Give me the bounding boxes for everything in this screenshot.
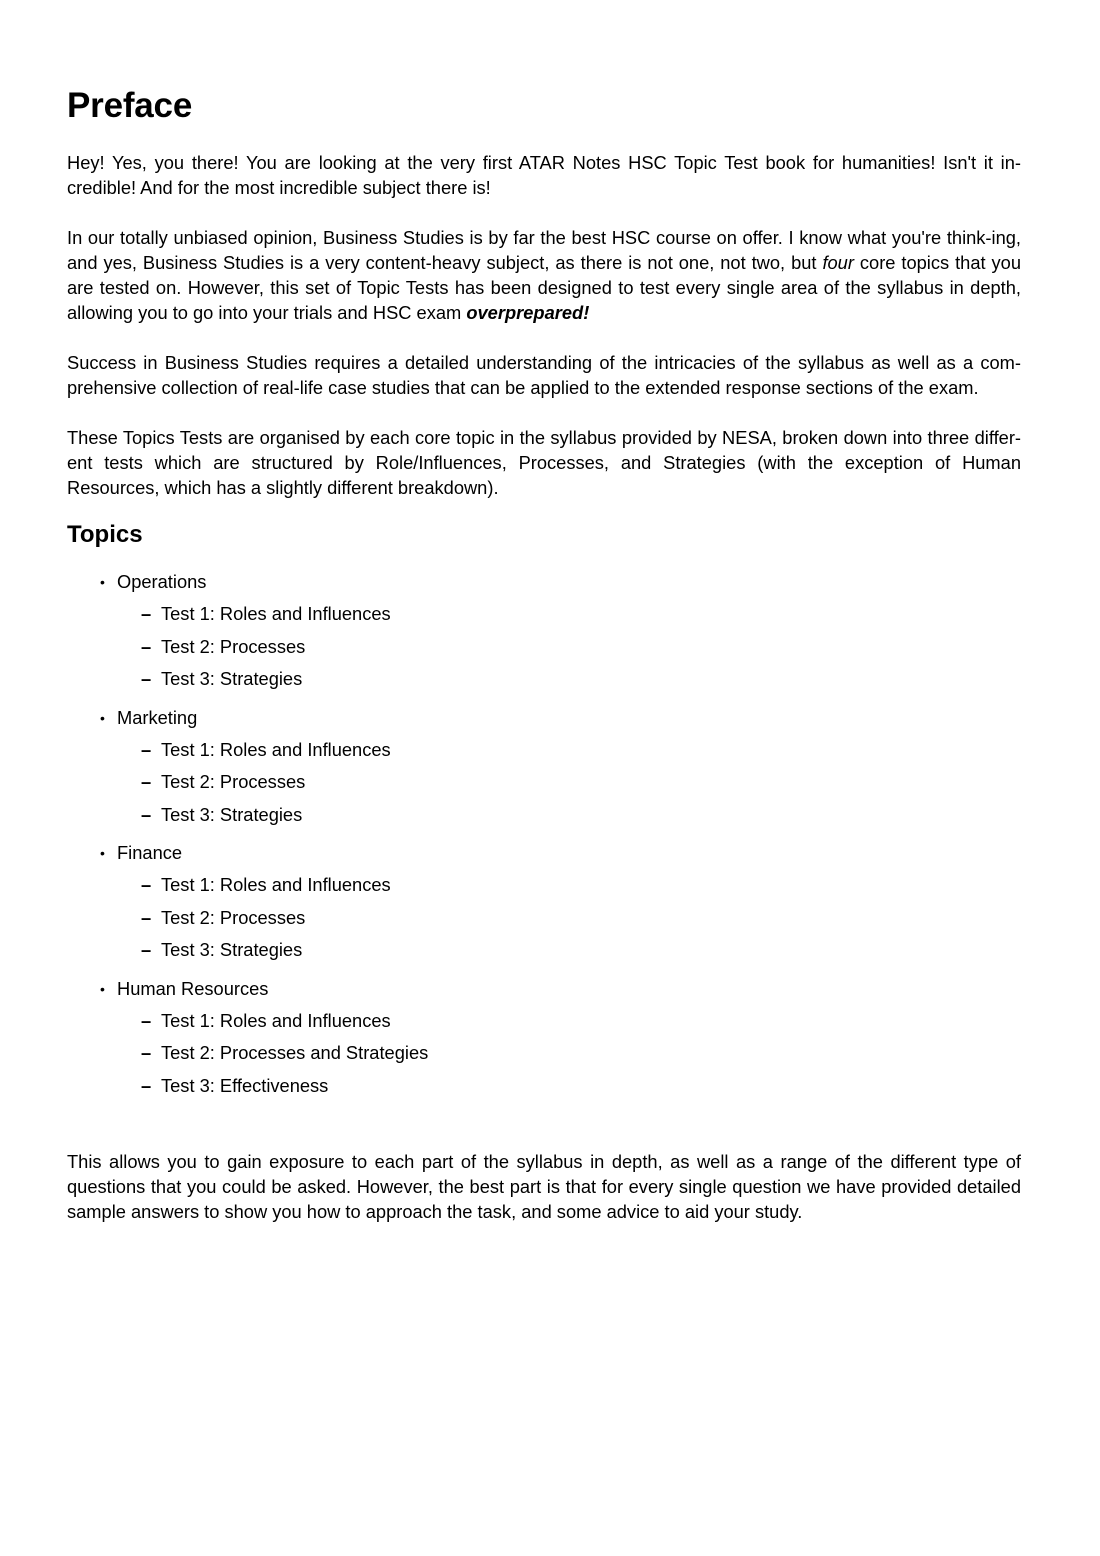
emphasis-overprepared: overprepared! xyxy=(466,302,590,323)
dash-icon: – xyxy=(141,1042,152,1063)
test-item xyxy=(67,1007,767,1040)
test-label: Test 2: Processes xyxy=(161,906,306,928)
dash-icon: – xyxy=(141,1009,152,1031)
organisation-paragraph: These Topics Tests are organised by each core topic in the syllabus provided by NESA, broken down into three differ-ent tests which are structured by Role/Influences, Processes, and Strategies (with the exception of Human Resources, which has a slightly different breakdown). xyxy=(67,427,1021,498)
topic-item xyxy=(67,704,767,834)
test-item xyxy=(67,871,767,904)
topic-label: Finance xyxy=(117,842,183,863)
opinion-text-b: core topics that you are tested on. However, this set of Topic Tests has been designed to test every single area of the syllabus in depth, allowing you to go into your trials and HSC exam xyxy=(67,252,1021,323)
test-item xyxy=(67,768,767,801)
test-item xyxy=(67,600,767,633)
test-label: Test 3: Strategies xyxy=(161,939,303,960)
topic-line xyxy=(67,975,767,1003)
dash-icon: – xyxy=(141,771,152,792)
test-label: Test 2: Processes and Strategies xyxy=(161,1042,429,1063)
test-label: Test 2: Processes xyxy=(161,635,306,657)
test-item xyxy=(67,633,767,666)
topic-item xyxy=(67,568,767,698)
dash-icon: – xyxy=(141,738,152,760)
success-paragraph: Success in Business Studies requires a detailed understanding of the intricacies of the syllabus as well as a com-prehensive collection of real-life case studies that can be applied to the extended response sections of the exam. xyxy=(67,352,1021,398)
test-item xyxy=(67,736,767,769)
bullet-icon: • xyxy=(100,980,105,997)
dash-icon: – xyxy=(141,1074,152,1096)
bullet-icon: • xyxy=(100,574,105,590)
bullet-icon: • xyxy=(100,709,105,726)
topic-label: Marketing xyxy=(117,706,198,728)
topic-line xyxy=(67,704,767,732)
emphasis-four: four xyxy=(822,252,854,273)
intro-paragraph: Hey! Yes, you there! You are looking at the very first ATAR Notes HSC Topic Test book for humanities! Isn't it in-credible! And for the most incredible subject there is! xyxy=(67,152,1021,198)
topic-item xyxy=(67,975,767,1105)
test-list xyxy=(67,600,767,698)
topic-line xyxy=(67,568,767,596)
dash-icon: – xyxy=(141,906,152,928)
dash-icon: – xyxy=(141,874,152,895)
test-list xyxy=(67,736,767,834)
test-item xyxy=(67,936,767,969)
test-item xyxy=(67,801,767,834)
topic-label: Human Resources xyxy=(117,977,269,999)
test-label: Test 1: Roles and Influences xyxy=(161,1009,391,1031)
test-label: Test 2: Processes xyxy=(161,771,306,792)
dash-icon: – xyxy=(141,939,152,960)
test-list xyxy=(67,871,767,969)
closing-paragraph: This allows you to gain exposure to each part of the syllabus in depth, as well as a range of the different type of questions that you could be asked. However, the best part is that for every single question we have provided detailed sample answers to show you how to approach the task, and some advice to aid your study. xyxy=(67,1151,1021,1222)
topics-list xyxy=(67,568,767,1110)
test-item xyxy=(67,665,767,698)
topic-line xyxy=(67,839,767,867)
topic-item xyxy=(67,839,767,969)
test-label: Test 3: Strategies xyxy=(161,668,303,689)
dash-icon: – xyxy=(141,635,152,657)
opinion-text-a: In our totally unbiased opinion, Business Studies is by far the best HSC course on offer. I know what you're think-ing, and yes, Business Studies is a very content-heavy subject, as there is not one, not two, but xyxy=(67,227,1021,273)
test-label: Test 1: Roles and Influences xyxy=(161,874,391,895)
test-list xyxy=(67,1007,767,1105)
test-label: Test 3: Effectiveness xyxy=(161,1074,329,1096)
topic-label: Operations xyxy=(117,571,207,592)
opinion-paragraph xyxy=(67,225,1021,325)
topics-heading: Topics xyxy=(67,521,143,548)
page-title: Preface xyxy=(67,86,193,125)
test-item xyxy=(67,904,767,937)
test-label: Test 1: Roles and Influences xyxy=(161,738,391,760)
dash-icon: – xyxy=(141,803,152,825)
bullet-icon: • xyxy=(100,845,105,861)
dash-icon: – xyxy=(141,603,152,624)
dash-icon: – xyxy=(141,668,152,689)
test-label: Test 1: Roles and Influences xyxy=(161,603,391,624)
test-label: Test 3: Strategies xyxy=(161,803,303,825)
test-item xyxy=(67,1072,767,1105)
test-item xyxy=(67,1039,767,1072)
